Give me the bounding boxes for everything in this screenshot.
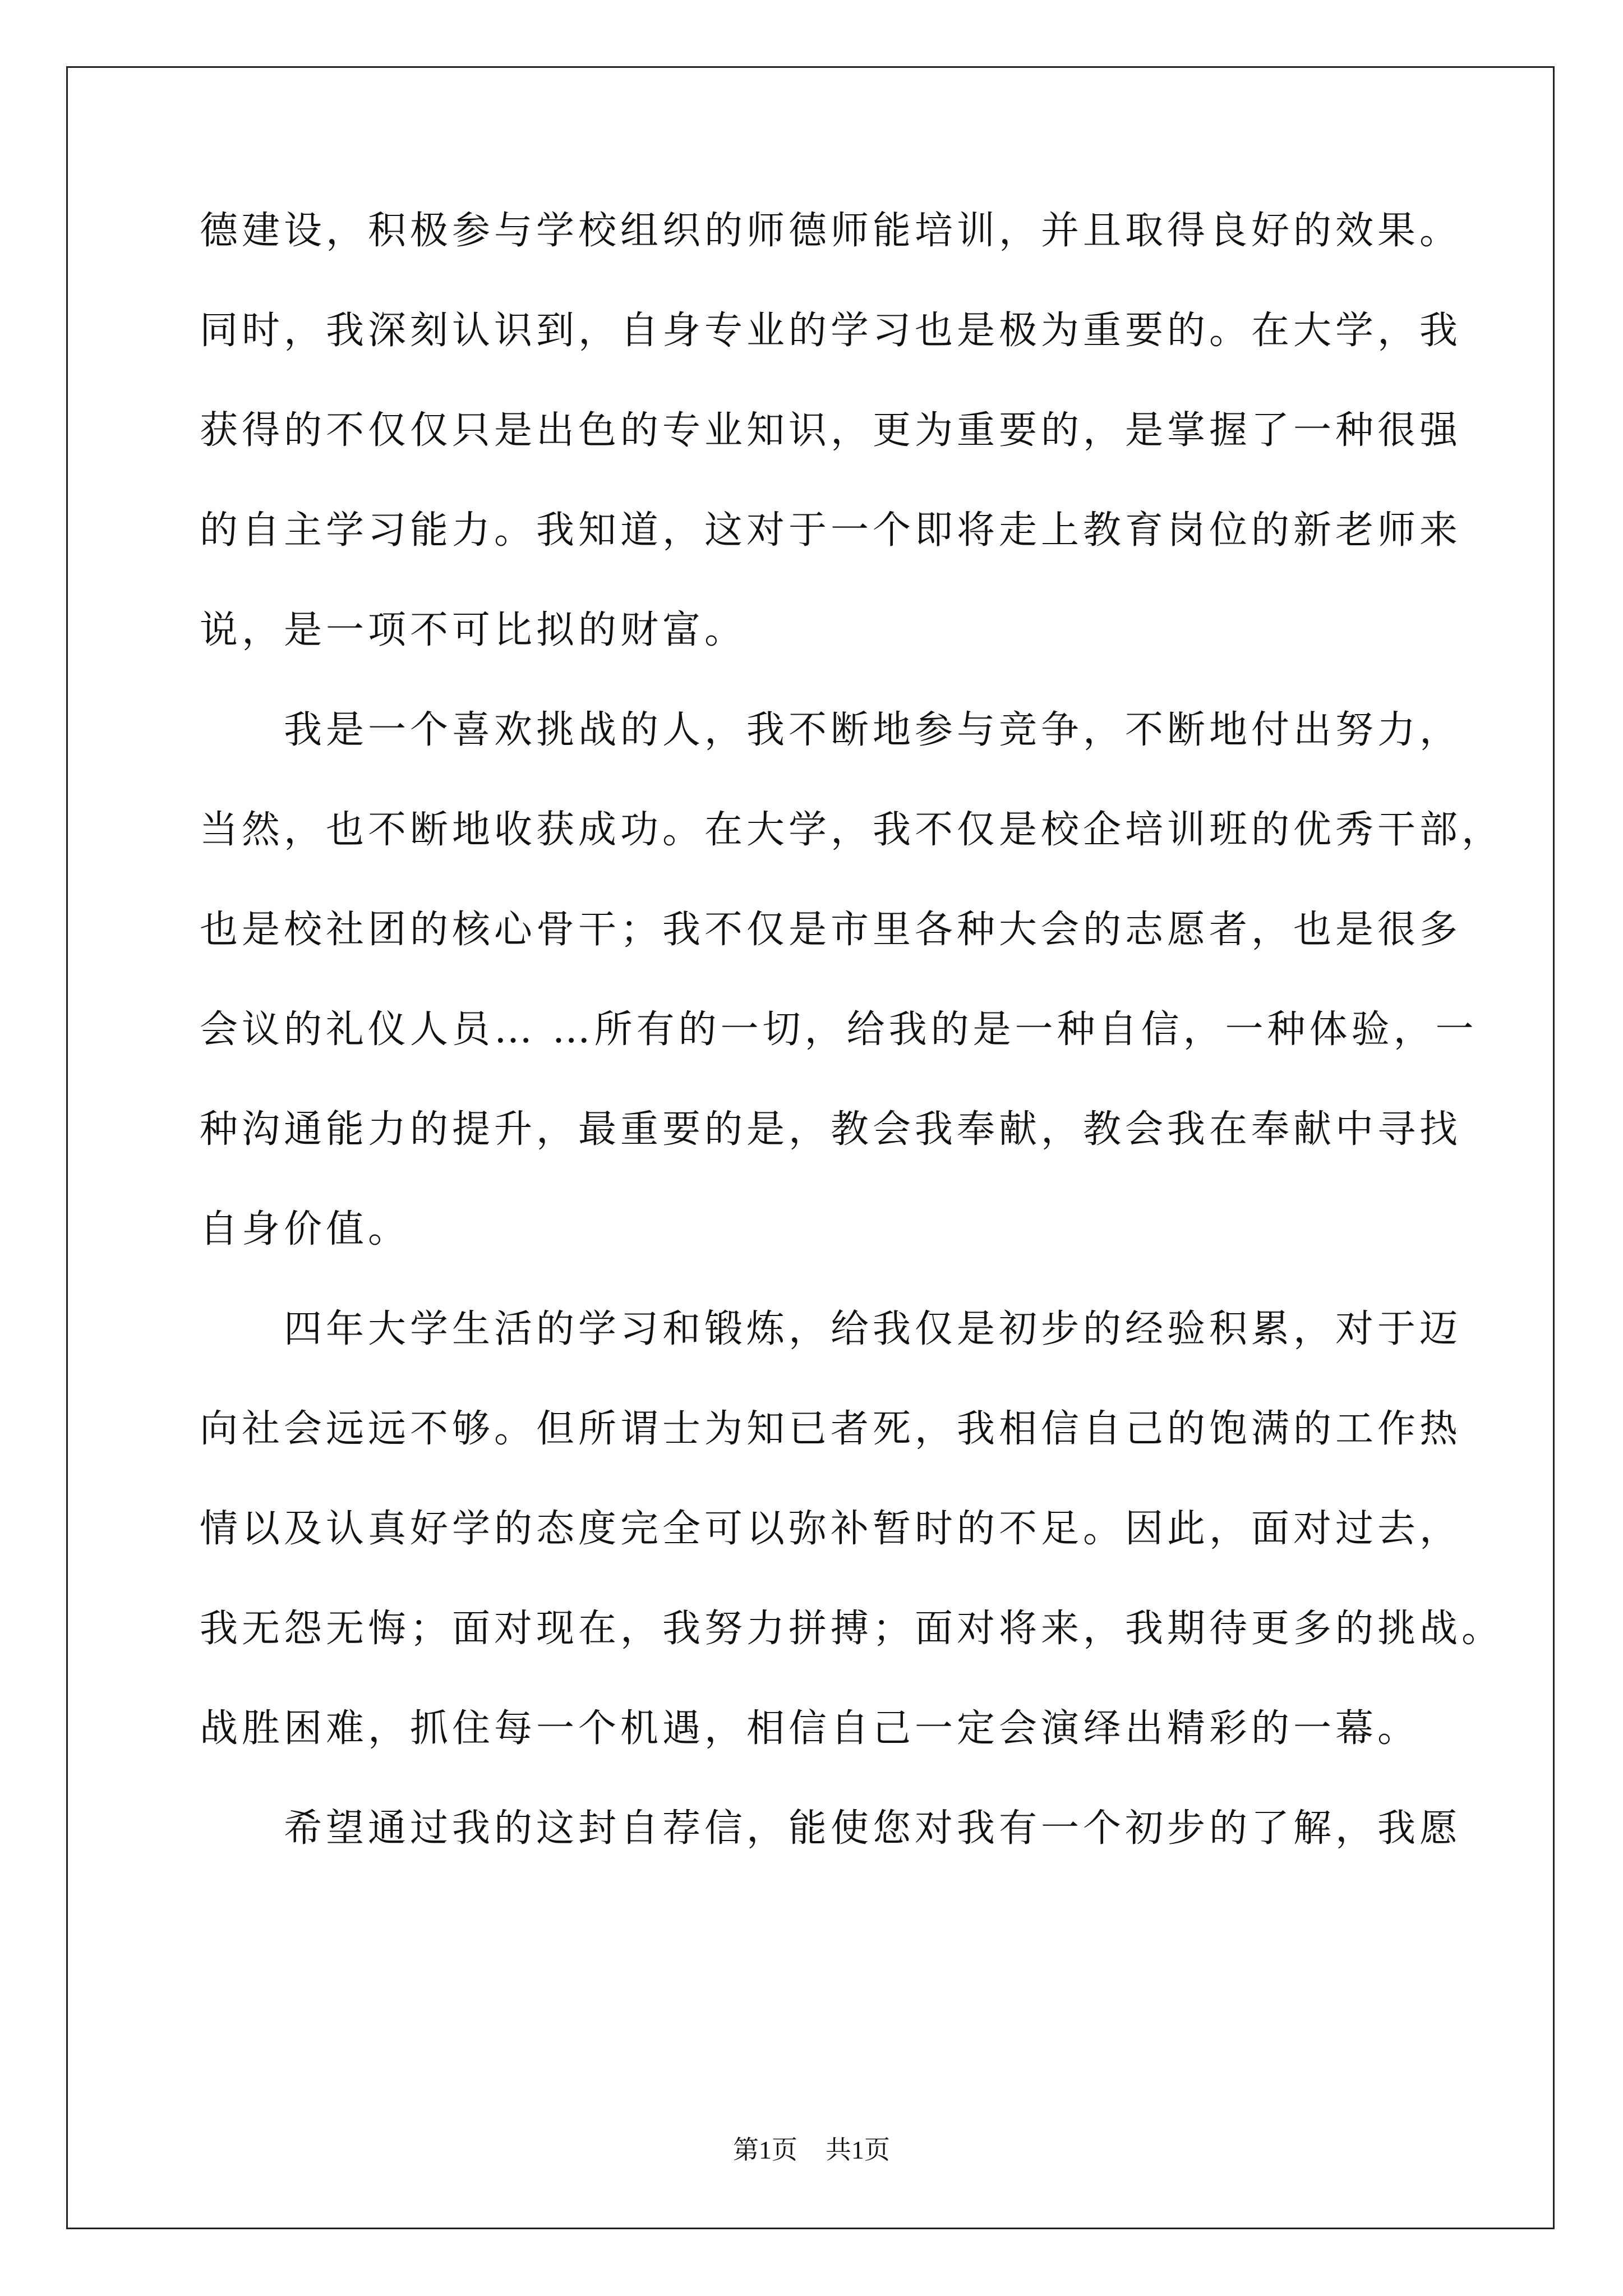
text-line: 战胜困难，抓住每一个机遇，相信自己一定会演绎出精彩的一幕。 [200, 1706, 1420, 1751]
text-line: 希望通过我的这封自荐信，能使您对我有一个初步的了解，我愿 [200, 1806, 1462, 1851]
text-line: 向社会远远不够。但所谓士为知已者死，我相信自己的饱满的工作热 [200, 1407, 1462, 1451]
text-line: 获得的不仅仅只是出色的专业知识，更为重要的，是掌握了一种很强 [200, 408, 1462, 453]
text-line: 当然，也不断地收获成功。在大学，我不仅是校企培训班的优秀干部， [200, 808, 1504, 852]
text-line: 四年大学生活的学习和锻炼，给我仅是初步的经验积累，对于迈 [200, 1307, 1462, 1351]
text-line: 会议的礼仪人员… …所有的一切，给我的是一种自信，一种体验，一 [200, 1007, 1478, 1052]
text-line: 种沟通能力的提升，最重要的是，教会我奉献，教会我在奉献中寻找 [200, 1107, 1462, 1152]
page-number: 第1页 [733, 2136, 797, 2164]
text-line: 的自主学习能力。我知道，这对于一个即将走上教育岗位的新老师来 [200, 508, 1462, 553]
text-line: 我是一个喜欢挑战的人，我不断地参与竞争，不断地付出努力， [200, 708, 1462, 752]
text-line: 也是校社团的核心骨干；我不仅是市里各种大会的志愿者，也是很多 [200, 908, 1462, 952]
text-line: 自身价值。 [200, 1207, 411, 1251]
text-line: 我无怨无悔；面对现在，我努力拼搏；面对将来，我期待更多的挑战。 [200, 1607, 1504, 1651]
text-line: 说，是一项不可比拟的财富。 [200, 608, 747, 652]
page-total: 共1页 [826, 2136, 890, 2164]
text-line: 德建设，积极参与学校组织的师德师能培训，并且取得良好的效果。 [200, 209, 1462, 253]
text-line: 情以及认真好学的态度完全可以弥补暂时的不足。因此，面对过去， [200, 1507, 1462, 1551]
text-line: 同时，我深刻认识到，自身专业的学习也是极为重要的。在大学，我 [200, 309, 1462, 353]
page-footer [0, 2136, 1623, 2164]
document-body [200, 209, 1504, 1910]
